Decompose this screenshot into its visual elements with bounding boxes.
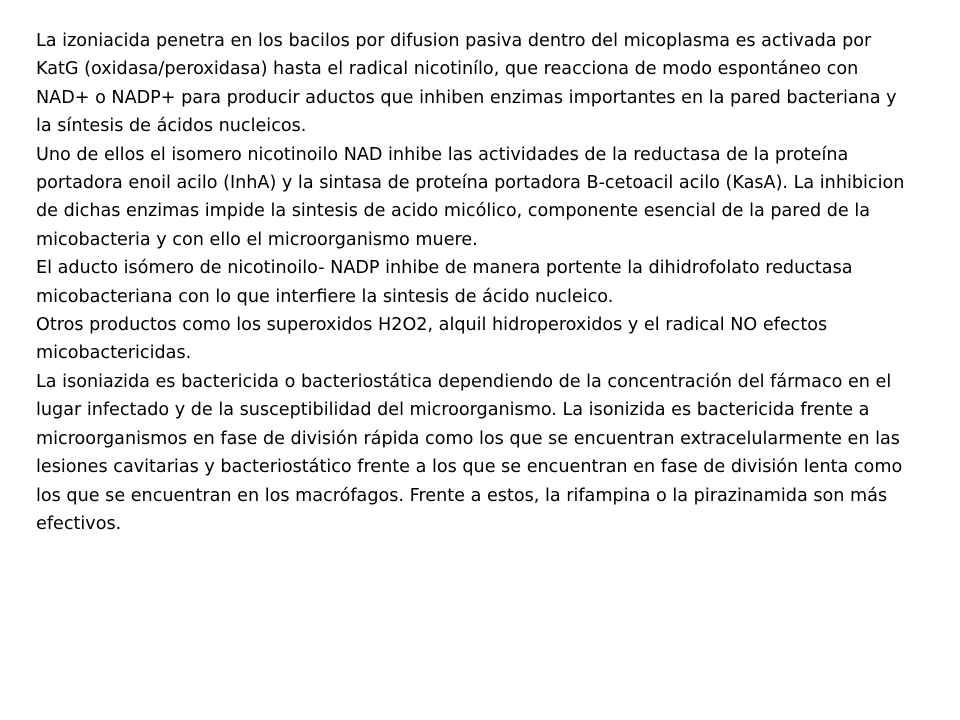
paragraph-mechanism: La izoniacida penetra en los bacilos por difusion pasiva dentro del micoplasma es activada por KatG (oxidasa/peroxidasa) hasta el radical nicotiníl​o, que reacciona de modo espontáneo con NAD+ o NADP+ para producir aductos que inhiben enzimas importantes en la pared bacteriana y la síntesis de ácidos nucleicos. [36, 31, 897, 137]
paragraph-nadp-adduct: El aducto isómero de nicotinoilo- NADP inhibe de manera portente la dihidrofolato reductasa micobacteriana con lo que interfiere la sintesis de ácido nucleico. [36, 258, 853, 307]
paragraph-inha-kasa: Uno de ellos el isomero nicotinoilo NAD inhibe las actividades de la reductasa de la proteína portadora enoil acilo (InhA) y la sintasa de proteína portadora B-cetoacil acilo (KasA). La inhibicion de dichas enzimas impide la sintesis de acido micólico, componente esencial de la pared de la micobacteria y con ello el microorganismo muere. [36, 144, 905, 250]
paragraph-bactericidal: La isoniazida es bactericida o bacteriostática dependiendo de la concentración del fármaco en el lugar infectado y de la susceptibilidad del microorganismo. La isonizida es bactericida frente a microorganismos en fase de división rápida como los que se encuentran extracelularmente en las lesiones cavitarias y bacteriostático frente a los que se encuentran en fase de división lenta como los que se encuentran en los macrófagos. Frente a estos, la rifampina o la pirazinamida son más efectivos. [36, 371, 903, 534]
body-text [36, 27, 916, 538]
paragraph-other-products: Otros productos como los superoxidos H2O2, alquil hidroperoxidos y el radical NO efectos micobactericidas. [36, 315, 828, 364]
